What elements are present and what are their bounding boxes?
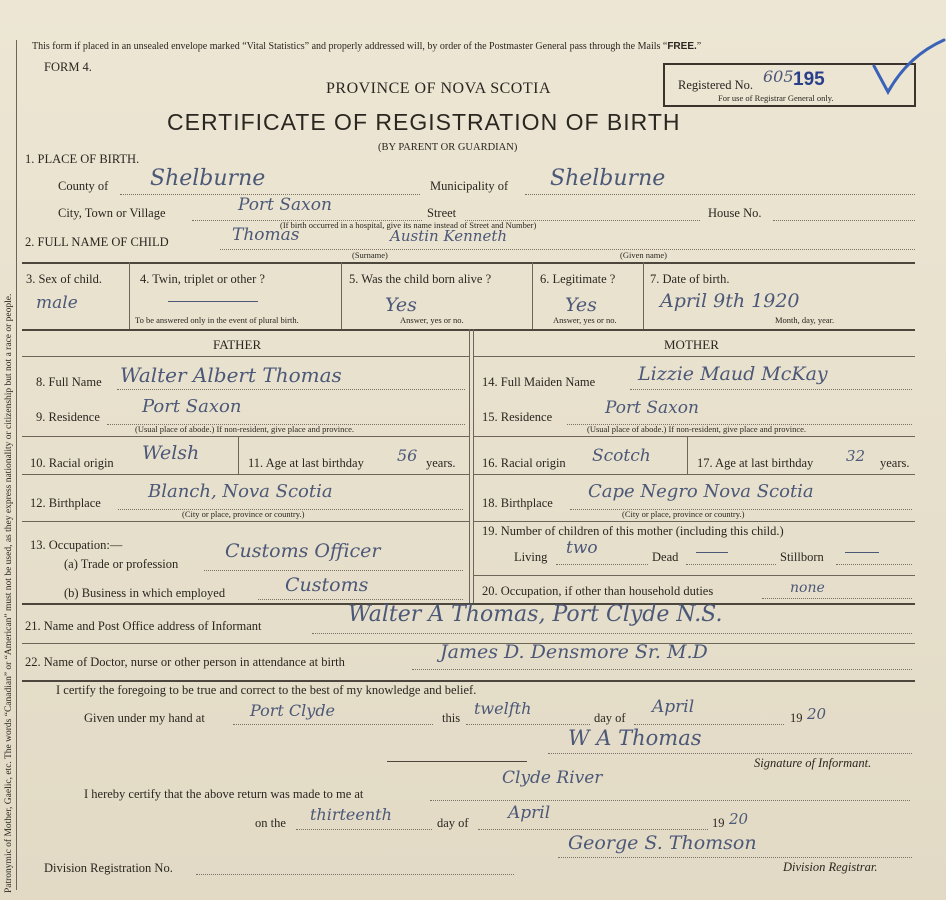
legitimate-caption: Answer, yes or no.	[553, 315, 617, 325]
mother-birthplace-value: Cape Negro Nova Scotia	[588, 481, 814, 502]
left-margin-rule	[16, 40, 17, 890]
informant-signature: W A Thomas	[568, 726, 702, 750]
registrar-signature: George S. Thomson	[568, 832, 757, 854]
legitimate-value: Yes	[565, 294, 597, 316]
twin-label: 4. Twin, triplet or other ?	[140, 272, 265, 286]
father-age-value: 56	[397, 446, 418, 465]
county-label: County of	[58, 179, 109, 193]
father-racial-label: 10. Racial origin	[30, 456, 114, 470]
informant-value: Walter A Thomas, Port Clyde N.S.	[348, 602, 723, 627]
mother-occupation-value: none	[790, 580, 825, 596]
stillborn-label: Stillborn	[780, 550, 824, 564]
trade-value: Customs Officer	[225, 540, 381, 562]
sex-value: male	[36, 293, 78, 313]
municipality-label: Municipality of	[430, 179, 509, 193]
mother-heading: MOTHER	[664, 337, 719, 352]
dead-label: Dead	[652, 550, 679, 564]
place-of-birth-heading: 1. PLACE OF BIRTH.	[25, 152, 140, 166]
given-name-caption: (Given name)	[620, 250, 667, 260]
living-value: two	[566, 538, 598, 558]
registrar-year-value: 20	[729, 810, 749, 828]
father-residence-value: Port Saxon	[142, 396, 242, 417]
born-alive-label: 5. Was the child born alive ?	[349, 272, 492, 286]
father-heading: FATHER	[213, 337, 262, 352]
mother-maiden-value: Lizzie Maud McKay	[638, 363, 828, 385]
father-years-label: years.	[426, 456, 456, 470]
father-age-label: 11. Age at last birthday	[248, 456, 364, 470]
registrar-year-prefix: 19	[712, 816, 725, 830]
doctor-label: 22. Name of Doctor, nurse or other person in attendance at birth	[25, 655, 345, 669]
born-alive-value: Yes	[385, 294, 417, 316]
child-name-label: 2. FULL NAME OF CHILD	[25, 235, 169, 249]
business-label: (b) Business in which employed	[64, 586, 226, 600]
father-residence-label: 9. Residence	[36, 410, 100, 424]
given-year-value: 20	[807, 705, 827, 723]
given-day-value: twelfth	[474, 699, 532, 718]
child-surname-value: Thomas	[232, 225, 300, 245]
sex-label: 3. Sex of child.	[26, 272, 103, 286]
registrar-day-of-label: day of	[437, 816, 469, 830]
given-year-prefix: 19	[790, 711, 803, 725]
dob-value: April 9th 1920	[660, 290, 800, 312]
given-place-value: Port Clyde	[250, 701, 336, 720]
division-registrar-caption: Division Registrar.	[783, 860, 878, 874]
mother-racial-label: 16. Racial origin	[482, 456, 566, 470]
children-count-label: 19. Number of children of this mother (including this child.)	[482, 524, 784, 538]
registered-no-stamp: 195	[793, 69, 825, 90]
form-number: FORM 4.	[44, 60, 92, 74]
father-residence-caption: (Usual place of abode.) If non-resident, give place and province.	[135, 424, 355, 434]
given-under-label: Given under my hand at	[84, 711, 205, 725]
dob-caption: Month, day, year.	[775, 315, 835, 325]
informant-label: 21. Name and Post Office address of Informant	[25, 619, 262, 633]
registrar-day-value: thirteenth	[310, 805, 392, 824]
registrar-certify-text: I hereby certify that the above return was made to me at	[84, 787, 364, 801]
checkmark-icon	[868, 36, 946, 98]
registrar-general-note: For use of Registrar General only.	[718, 93, 834, 103]
mother-residence-caption: (Usual place of abode.) If non-resident, give place and province.	[587, 424, 807, 434]
father-birthplace-label: 12. Birthplace	[30, 496, 101, 510]
informant-signature-caption: Signature of Informant.	[754, 756, 872, 770]
registered-no-handwritten: 605	[763, 67, 794, 86]
hospital-note: (If birth occurred in a hospital, give its name instead of Street and Number)	[280, 220, 537, 230]
mother-residence-value: Port Saxon	[605, 398, 699, 418]
mother-racial-value: Scotch	[592, 446, 651, 466]
twin-note: To be answered only in the event of plural birth.	[135, 315, 299, 325]
certificate-subtitle: (BY PARENT OR GUARDIAN)	[378, 142, 518, 153]
province-heading: PROVINCE OF NOVA SCOTIA	[326, 80, 552, 97]
mother-years-label: years.	[880, 456, 910, 470]
certify-text: I certify the foregoing to be true and correct to the best of my knowledge and belief.	[56, 683, 477, 697]
living-label: Living	[514, 550, 548, 564]
this-label: this	[442, 711, 461, 725]
dob-label: 7. Date of birth.	[650, 272, 730, 286]
registered-no-label: Registered No.	[678, 78, 753, 92]
given-month-value: April	[652, 697, 695, 717]
on-the-label: on the	[255, 816, 286, 830]
certificate-title: CERTIFICATE OF REGISTRATION OF BIRTH	[167, 109, 681, 135]
mother-age-value: 32	[846, 447, 866, 465]
legitimate-label: 6. Legitimate ?	[540, 272, 616, 286]
division-registration-label: Division Registration No.	[44, 861, 173, 875]
mother-occupation-label: 20. Occupation, if other than household duties	[482, 584, 714, 598]
father-racial-value: Welsh	[142, 442, 200, 464]
registrar-place-value: Clyde River	[502, 768, 603, 788]
surname-caption: (Surname)	[352, 250, 388, 260]
municipality-value: Shelburne	[550, 166, 666, 191]
father-name-value: Walter Albert Thomas	[120, 363, 342, 387]
father-birthplace-caption: (City or place, province or country.)	[182, 509, 305, 519]
child-given-value: Austin Kenneth	[390, 227, 508, 245]
mother-maiden-label: 14. Full Maiden Name	[482, 375, 596, 389]
registrar-month-value: April	[508, 803, 551, 823]
father-birthplace-value: Blanch, Nova Scotia	[148, 481, 333, 502]
trade-label: (a) Trade or profession	[64, 557, 179, 571]
mother-residence-label: 15. Residence	[482, 410, 553, 424]
side-margin-note: Patronymic of Mother, Gaelic, etc. The words “Canadian” or “American” must not be used, as they express nationality or citizenship but not a race or people.	[4, 293, 14, 893]
mother-birthplace-label: 18. Birthplace	[482, 496, 553, 510]
business-value: Customs	[285, 574, 369, 596]
doctor-value: James D. Densmore Sr. M.D	[440, 641, 708, 663]
father-name-label: 8. Full Name	[36, 375, 102, 389]
city-value: Port Saxon	[238, 195, 332, 215]
house-no-label: House No.	[708, 206, 762, 220]
county-value: Shelburne	[150, 166, 266, 191]
born-alive-caption: Answer, yes or no.	[400, 315, 464, 325]
given-day-of-label: day of	[594, 711, 626, 725]
street-label: Street	[427, 206, 457, 220]
mother-age-label: 17. Age at last birthday	[697, 456, 814, 470]
mother-birthplace-caption: (City or place, province or country.)	[622, 509, 745, 519]
city-label: City, Town or Village	[58, 206, 166, 220]
postal-notice: This form if placed in an unsealed envelope marked “Vital Statistics” and properly addressed will, by order of the Postmaster General pass through the Mails “FREE.”	[32, 41, 702, 52]
father-occupation-label: 13. Occupation:—	[30, 538, 123, 552]
